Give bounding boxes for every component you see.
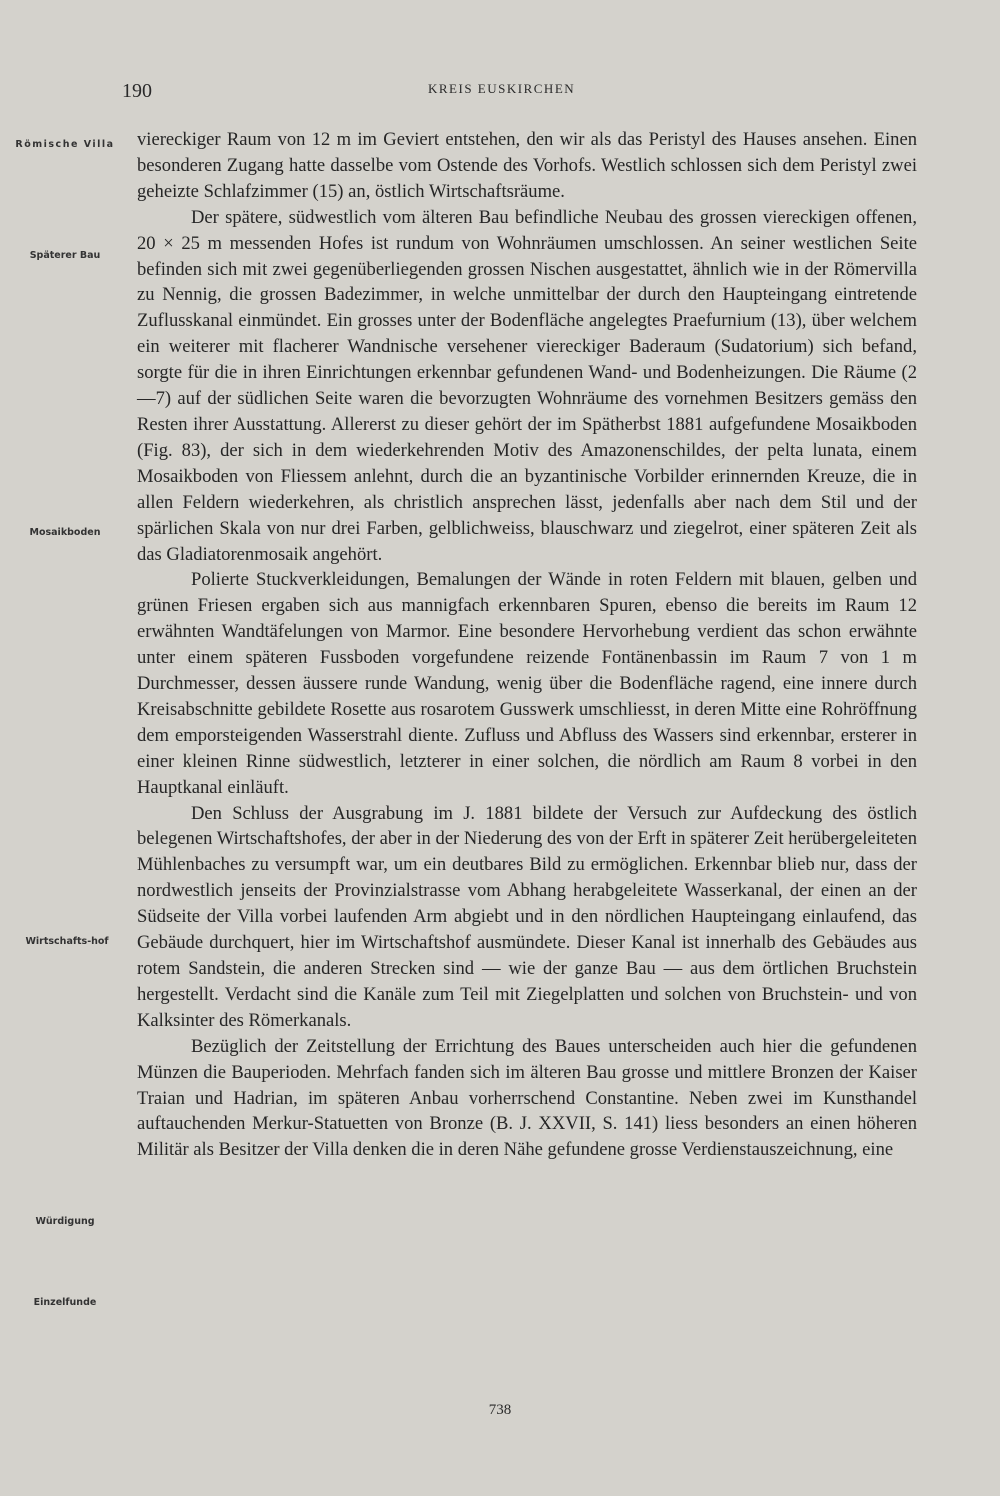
margin-note-einzelfunde: Einzelfunde xyxy=(33,1297,97,1308)
margin-note-wirtschaftshof: Wirtschafts-hof xyxy=(25,936,109,947)
paragraph: viereckiger Raum von 12 m im Geviert entstehen, den wir als das Peristyl des Hauses ansehen. Einen besonderen Zugang hatte dasselbe vom Ostende des Vorhofs. Westlich schlossen sich dem Peristyl zwei geheizte Schlafzimmer (15) an, östlich Wirtschaftsräume. xyxy=(137,129,917,202)
paragraph: Polierte Stuckverkleidungen, Bemalungen der Wände in roten Feldern mit blauen, gelben und grünen Friesen ergaben sich aus mannigfach erkennbaren Spuren, ebenso die bereits im Raum 12 erwähnten Wandtäfelungen von Marmor. Eine besondere Hervorhebung verdient das schon erwähnte unter einem späteren Fussboden vorgefundene reizende Fontänenbassin im Raum 7 von 1 m Durchmesser, dessen äussere runde Wandung, wenig über die Bodenfläche ragend, eine innere durch Kreisabschnitte gebildete Rosette aus rosarotem Gusswerk umschliesst, in deren Mitte eine Rohröffnung dem emporsteigenden Wasserstrahl diente. Zufluss und Abfluss des Wassers sind erkennbar, ersterer in einer kleinen Rinne südwestlich, letzterer in einer solchen, die nördlich am Raum 8 vorbei in den Hauptkanal einläuft. xyxy=(137,569,917,798)
body-text xyxy=(137,127,917,1163)
margin-note-wuerdigung: Würdigung xyxy=(35,1216,95,1227)
margin-note-spaeterer-bau: Späterer Bau xyxy=(29,250,101,261)
page-number: 190 xyxy=(122,80,152,102)
paragraph: Den Schluss der Ausgrabung im J. 1881 bildete der Versuch zur Aufdeckung des östlich belegenen Wirtschaftshofes, der aber in der Niederung des von der Erft in späterer Zeit herübergeleiteten Mühlenbaches zu versumpft war, um ein deutbares Bild zu ermöglichen. Erkennbar blieb nur, dass der nordwestlich jenseits der Provinzialstrasse vom Abhang herabgeleitete Wasserkanal, der einen an der Südseite der Villa vorbei laufenden Arm abgiebt und in den nördlichen Haupteingang einlaufend, das Gebäude durchquert, hier im Wirtschaftshof ausmündete. Dieser Kanal ist innerhalb des Gebäudes aus rotem Sandstein, die anderen Strecken sind — wie der ganze Bau — aus dem örtlichen Bruchstein hergestellt. Verdacht sind die Kanäle zum Teil mit Ziegelplatten und solchen von Bruchstein- und von Kalksinter des Römerkanals. xyxy=(137,802,917,1031)
running-title: KREIS EUSKIRCHEN xyxy=(428,81,576,96)
paragraph: Bezüglich der Zeitstellung der Errichtung des Baues unterscheiden auch hier die gefundenen Münzen die Bauperioden. Mehrfach fanden sich im älteren Bau grosse und mittlere Bronzen der Kaiser Traian und Hadrian, im späteren Anbau vorherrschend Constantine. Neben zwei im Kunsthandel auftauchenden Merkur-Statuetten von Bronze (B. J. XXVII, S. 141) liess besonders an einen höheren Militär als Besitzer der Villa denken die in deren Nähe gefundene grosse Verdienstauszeichnung, eine xyxy=(137,1035,917,1161)
page-header xyxy=(0,80,1000,104)
margin-notes xyxy=(0,0,130,1496)
margin-note-roemische-villa: Römische Villa xyxy=(15,139,115,150)
margin-note-mosaikboden: Mosaikboden xyxy=(29,527,101,538)
footer-page-number: 738 xyxy=(488,1402,512,1418)
paragraph: Der spätere, südwestlich vom älteren Bau befindliche Neubau des grossen viereckigen offenen, 20 × 25 m messenden Hofes ist rundum von Wohnräumen umschlossen. An seiner westlichen Seite befinden sich mit zwei gegenüberliegenden grossen Nischen ausgestattet, ähnlich wie in der Römervilla zu Nennig, die grossen Badezimmer, in welche unmittelbar der durch den Haupteingang eintretende Zuflusskanal einmündet. Ein grosses unter der Bodenfläche angelegtes Praefurnium (13), über welchem ein weiterer mit flacherer Wandnische versehener viereckiger Baderaum (Sudatorium) sich befand, sorgte für die in ihren Einrichtungen erkennbar gefundenen Wand- und Bodenheizungen. Die Räume (2—7) auf der südlichen Seite waren die bevorzugten Wohnräume des vornehmen Besitzers gemäss den Resten ihrer Ausstattung. Allererst zu dieser gehört der im Spätherbst 1881 aufgefundene Mosaikboden (Fig. 83), der sich in dem wiederkehrenden Motiv des Amazonenschildes, der pelta lunata, einem Mosaikboden von Fliessem anlehnt, durch die an byzantinische Vorbilder erinnernden Kreuze, die in allen Feldern wiederkehren, als christlich ansprechen lässt, jedenfalls aber nach dem Stil und der spärlichen Skala von nur drei Farben, gelblichweiss, blauschwarz und ziegelrot, einer späteren Zeit als das Gladiatorenmosaik angehört. xyxy=(137,206,917,565)
